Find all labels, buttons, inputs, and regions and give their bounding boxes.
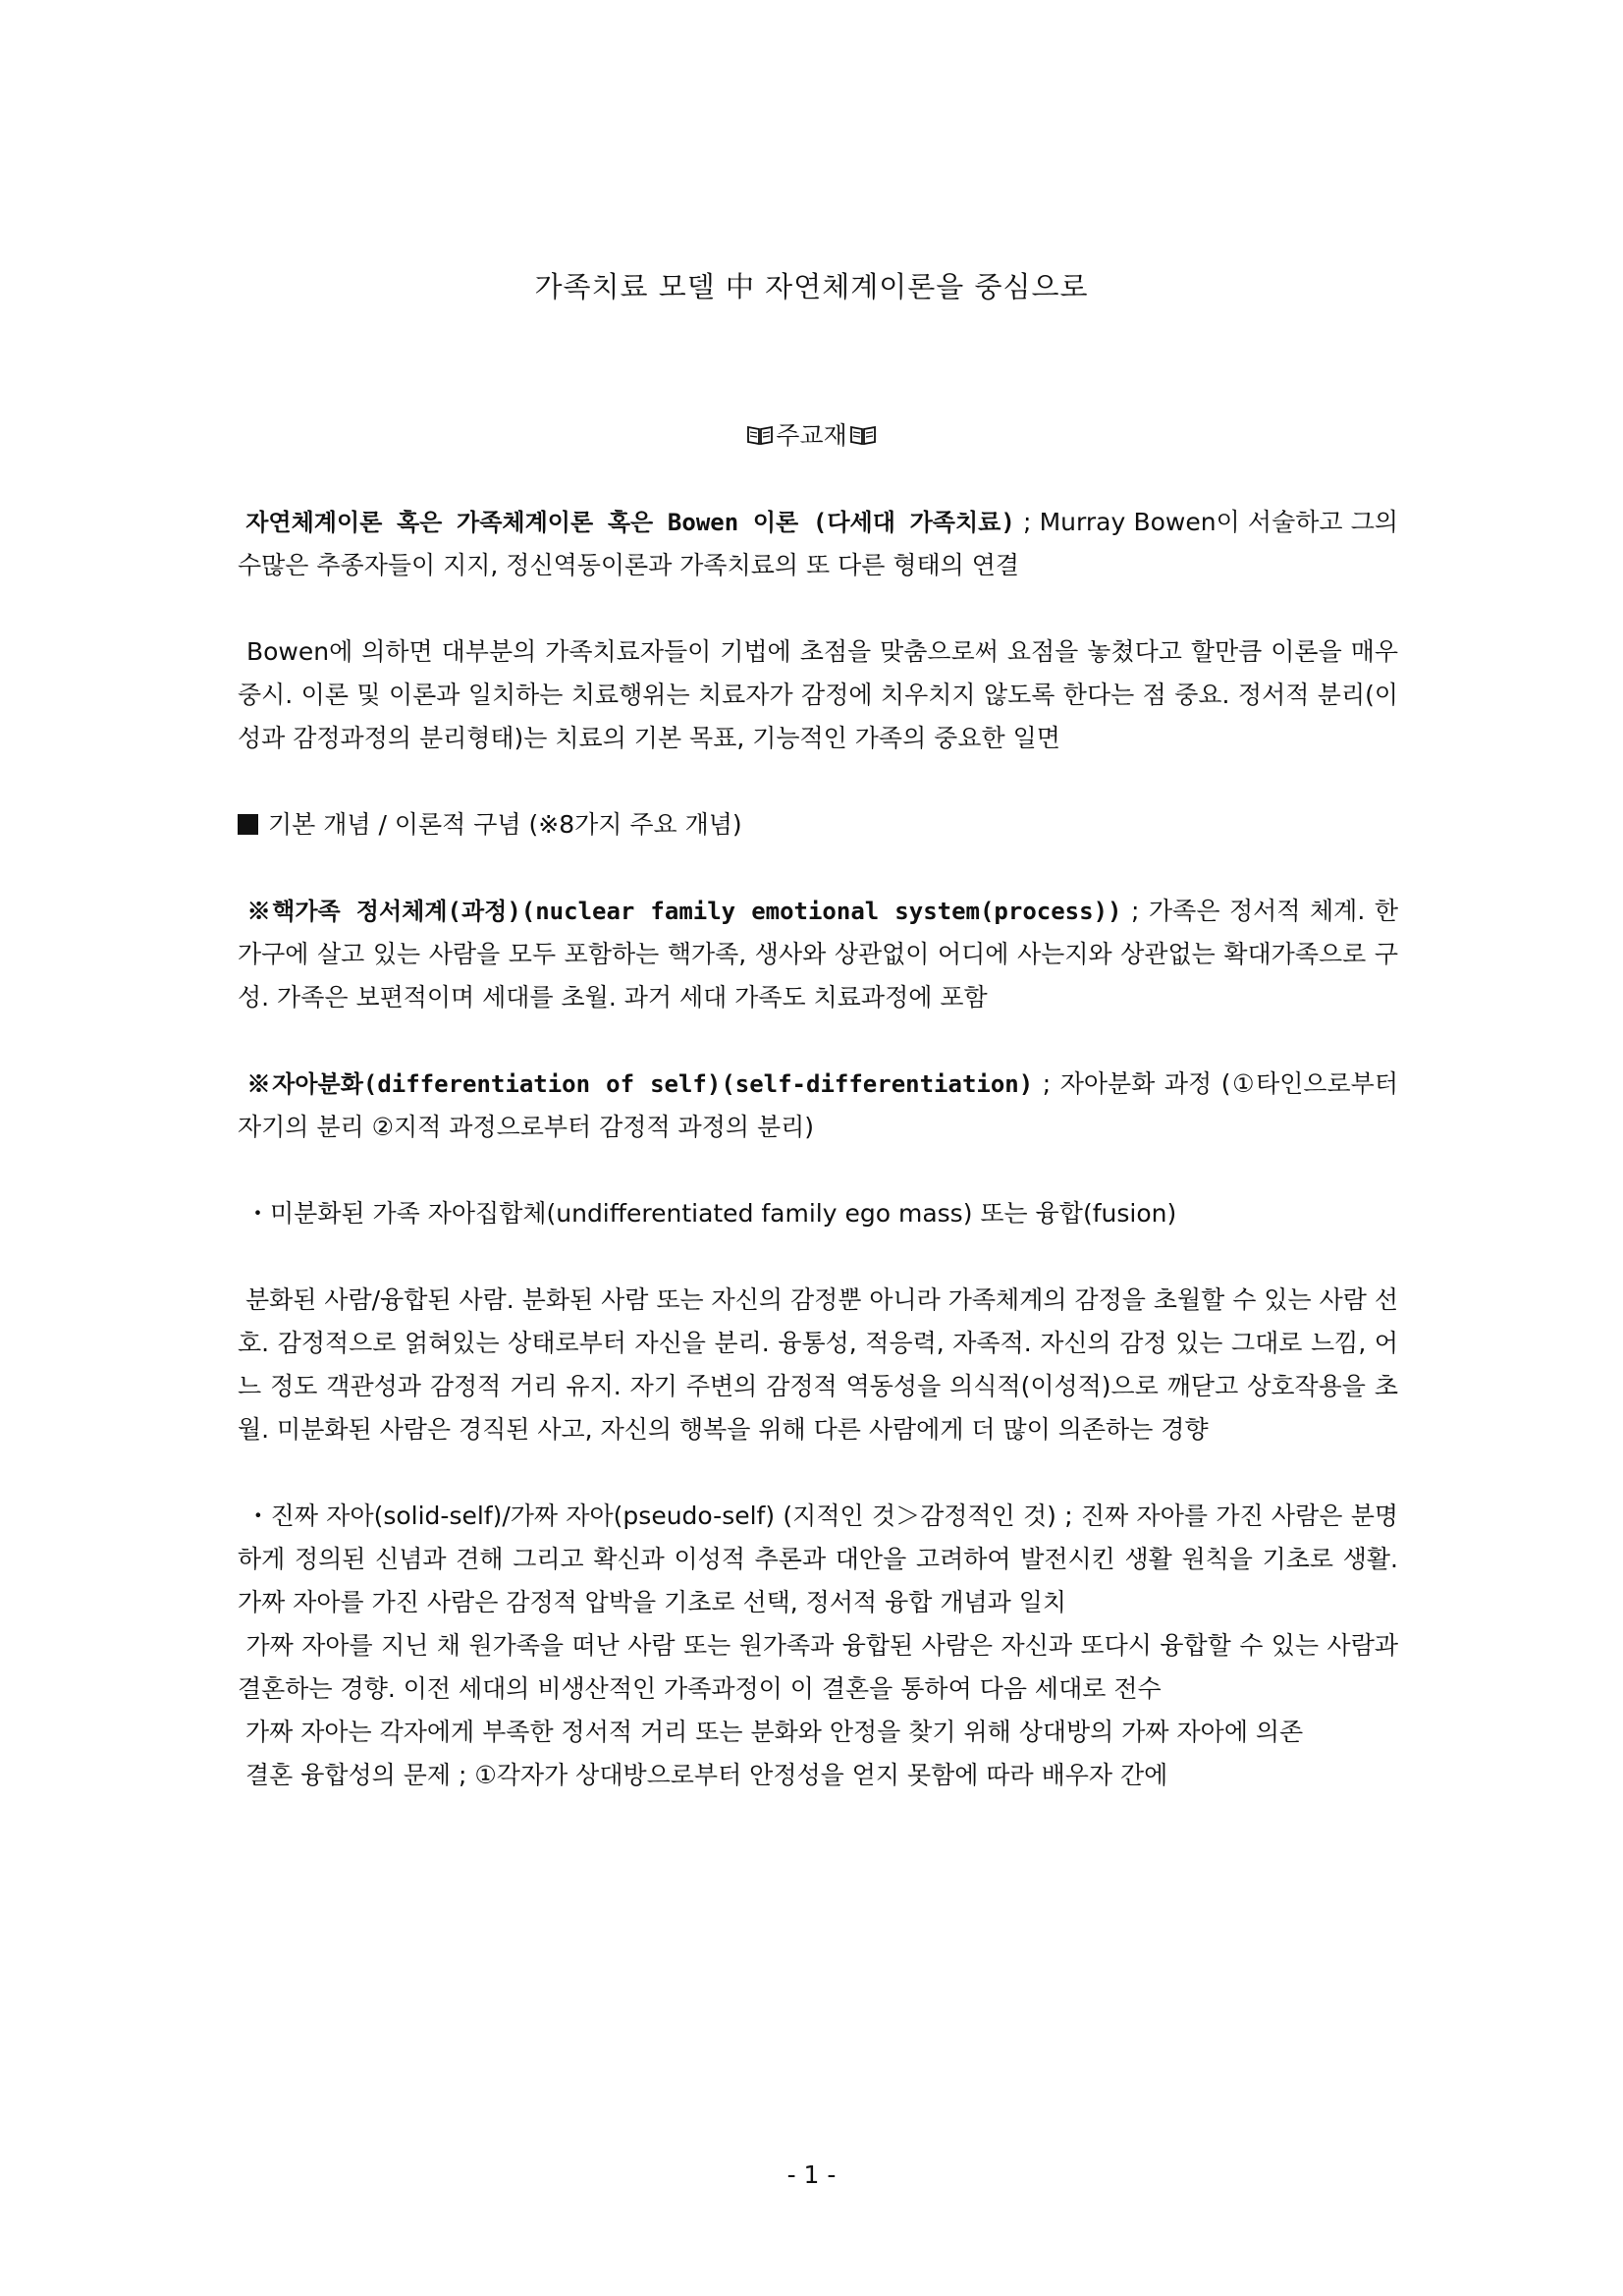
nuclear-family-term: ※핵가족 정서체계(과정)(nuclear family emotional system(process)): [246, 898, 1122, 925]
nuclear-family-paragraph: [238, 890, 1398, 1019]
textbook-heading: [0, 416, 1623, 452]
differentiation-paragraph: [238, 1063, 1398, 1149]
bowen-paragraph: [238, 630, 1398, 760]
self-bullet-text: ・진짜 자아(solid-self)/가짜 자아(pseudo-self) (지적인 것＞감정적인 것) ; 진짜 자아를 가진 사람은 분명하게 정의된 신념과 견해 그리고 확신과 이성적 추론과 대안을 고려하여 발전시킨 생활 원칙을 기초로 생활. 가짜 자아를 가진 사람은 감정적 압박을 기초로 선택, 정서적 융합 개념과 일치: [238, 1502, 1398, 1616]
differentiated-paragraph: [238, 1279, 1398, 1451]
pseudo-depend-text: 가짜 자아는 각자에게 부족한 정서적 거리 또는 분화와 안정을 찾기 위해 상대방의 가짜 자아에 의존: [244, 1718, 1304, 1746]
fusion-bullet-text: ・미분화된 가족 자아집합체(undifferentiated family ego mass) 또는 융합(fusion): [244, 1199, 1177, 1228]
document-body: [238, 501, 1398, 1797]
pseudo-depend-paragraph: [238, 1711, 1398, 1754]
marriage-fusion-text: 결혼 융합성의 문제 ; ①각자가 상대방으로부터 안정성을 얻지 못함에 따라 배우자 간에: [244, 1761, 1168, 1789]
document-title: 가족치료 모델 中 자연체계이론을 중심으로: [534, 270, 1089, 303]
open-book-icon: [849, 424, 877, 446]
section-heading: [238, 803, 1398, 847]
textbook-label: 주교재: [776, 421, 847, 450]
differentiated-text: 분화된 사람/융합된 사람. 분화된 사람 또는 자신의 감정뿐 아니라 가족체계의 감정을 초월할 수 있는 사람 선호. 감정적으로 얽혀있는 상태로부터 자신을 분리. 융통성, 적응력, 자족적. 자신의 감정 있는 그대로 느낌, 어느 정도 객관성과 감정적 거리 유지. 자기 주변의 감정적 역동성을 의식적(이성적)으로 깨닫고 상호작용을 초월. 미분화된 사람은 경직된 사고, 자신의 행복을 위해 다른 사람에게 더 많이 의존하는 경향: [238, 1285, 1398, 1444]
bowen-text: Bowen에 의하면 대부분의 가족치료자들이 기법에 초점을 맞춤으로써 요점을 놓쳤다고 할만큼 이론을 매우 중시. 이론 및 이론과 일치하는 치료행위는 치료자가 감정에 치우치지 않도록 한다는 점 중요. 정서적 분리(이성과 감정과정의 분리형태)는 치료의 기본 목표, 기능적인 가족의 중요한 일면: [238, 637, 1399, 752]
pseudo-marry-paragraph: [238, 1624, 1398, 1711]
page-number: - 1 -: [786, 2160, 837, 2189]
differentiation-text: ; 자아분화 과정 (①타인으로부터 자기의 분리 ②지적 과정으로부터 감정적 과정의 분리): [238, 1069, 1398, 1141]
section-heading-text: 기본 개념 / 이론적 구념 (※8가지 주요 개념): [268, 810, 742, 839]
marriage-fusion-paragraph: [238, 1754, 1398, 1797]
self-bullet: [238, 1495, 1398, 1624]
pseudo-marry-text: 가짜 자아를 지닌 채 원가족을 떠난 사람 또는 원가족과 융합된 사람은 자신과 또다시 융합할 수 있는 사람과 결혼하는 경향. 이전 세대의 비생산적인 가족과정이 이 결혼을 통하여 다음 세대로 전수: [238, 1631, 1398, 1703]
intro-bold-text: 자연체계이론 혹은 가족체계이론 혹은 Bowen 이론 (다세대 가족치료): [245, 509, 1015, 536]
fusion-bullet: [238, 1192, 1398, 1235]
nuclear-family-text: ; 가족은 정서적 체계. 한 가구에 살고 있는 사람을 모두 포함하는 핵가족, 생사와 상관없이 어디에 사는지와 상관없는 확대가족으로 구성. 가족은 보편적이며 세대를 초월. 과거 세대 가족도 치료과정에 포함: [238, 897, 1398, 1011]
intro-text: ; Murray Bowen이 서술하고 그의 수많은 추종자들이 지지, 정신역동이론과 가족치료의 또 다른 형태의 연결: [238, 508, 1399, 579]
intro-paragraph: [238, 501, 1398, 587]
differentiation-term: ※자아분화(differentiation of self)(self-differentiation): [246, 1070, 1034, 1098]
black-square-icon: [238, 814, 258, 835]
open-book-icon: [746, 424, 774, 446]
